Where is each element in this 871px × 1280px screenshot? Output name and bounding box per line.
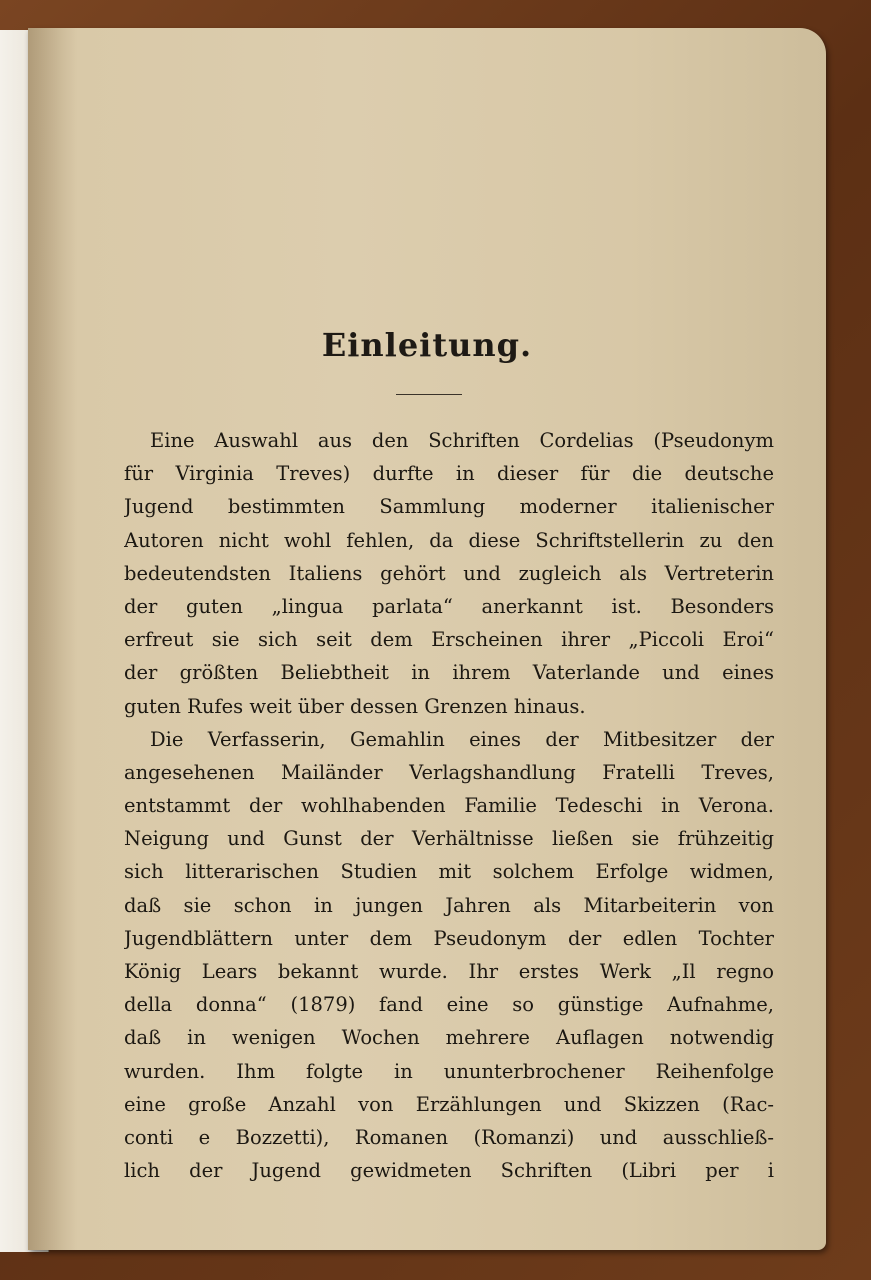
text-line: Eine Auswahl aus den Schriften Cordelias (Pseudonym [150,429,774,452]
text-line: der größten Beliebtheit in ihrem Vaterlande und eines [124,661,774,685]
text-line: daß sie schon in jungen Jahren als Mitarbeiterin von [124,893,774,917]
text-line: König Lears bekannt wurde. Ihr erstes Werk „Il regno [124,960,774,983]
page-gutter-shadow [28,28,78,1250]
page-title: Einleitung. [321,326,533,364]
text-line: Autoren nicht wohl fehlen, da diese Schriftstellerin zu den [124,528,774,552]
text-line: guten Rufes weit über dessen Grenzen hinaus. [124,694,586,718]
text-line: lich der Jugend gewidmeten Schriften (Libri per i [124,1159,774,1183]
body-text [124,424,774,1187]
text-line: sich litterarischen Studien mit solchem Erfolge widmen, [124,860,774,884]
book-page [28,28,826,1250]
text-line: della donna“ (1879) fand eine so günstige Aufnahme, [124,993,774,1017]
text-line: eine große Anzahl von Erzählungen und Skizzen (Rac- [124,1092,774,1116]
text-line: entstammt der wohlhabenden Familie Tedeschi in Verona. [124,794,774,818]
text-line: bedeutendsten Italiens gehört und zugleich als Vertreterin [124,561,774,585]
text-line: daß in wenigen Wochen mehrere Auflagen notwendig [124,1026,774,1050]
text-line: Jugendblättern unter dem Pseudonym der edlen Tochter [124,926,774,950]
text-line: der guten „lingua parlata“ anerkannt ist. Besonders [124,594,774,618]
text-line: wurden. Ihm folgte in ununterbrochener Reihenfolge [124,1059,774,1083]
text-line: erfreut sie sich seit dem Erscheinen ihrer „Piccoli Eroi“ [124,628,774,652]
text-line: angesehenen Mailänder Verlagshandlung Fratelli Treves, [124,760,774,784]
text-line: für Virginia Treves) durfte in dieser für die deutsche [124,462,774,486]
text-line: Jugend bestimmten Sammlung moderner italienischer [124,495,774,519]
text-line: Die Verfasserin, Gemahlin eines der Mitbesitzer der [150,727,774,751]
text-line: conti e Bozzetti), Romanen (Romanzi) und ausschließ- [124,1125,774,1149]
title-divider [396,394,462,395]
text-line: Neigung und Gunst der Verhältnisse ließen sie frühzeitig [124,827,774,851]
